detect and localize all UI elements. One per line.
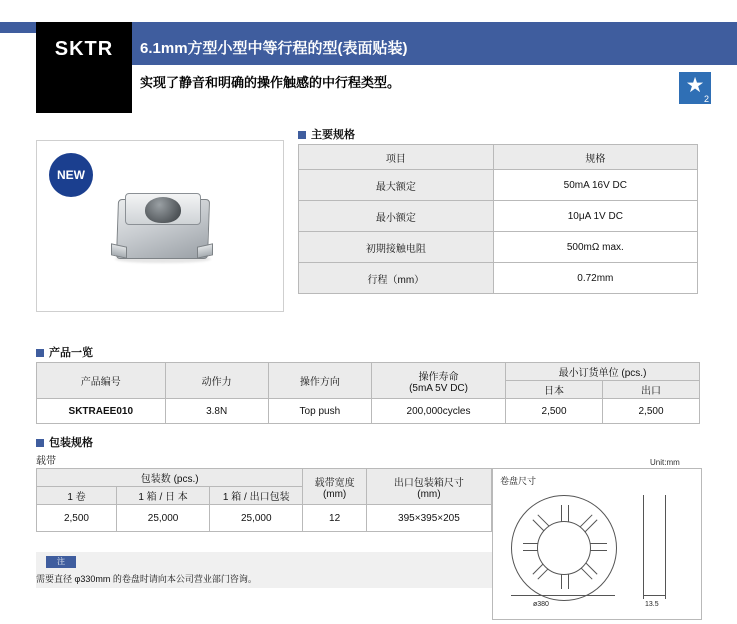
model-name: SKTR xyxy=(54,38,114,60)
reel-hub xyxy=(537,521,591,575)
cell-operating-force: 3.8N xyxy=(165,399,268,424)
reel-outer-diameter-label: ø380 xyxy=(533,601,549,608)
table-header-row xyxy=(299,145,698,170)
spec-label-contact-resistance: 初期接触电阻 xyxy=(299,232,494,263)
packing-section-label: 包装规格 xyxy=(49,437,93,449)
col-operating-life-line1: 操作寿命 xyxy=(418,371,459,383)
spec-label-travel: 行程（mm） xyxy=(299,263,494,294)
star-badge xyxy=(679,72,711,104)
col-operating-life xyxy=(371,363,505,399)
product-list-table xyxy=(36,362,700,424)
new-badge: NEW xyxy=(49,153,93,197)
col-carrier-width xyxy=(303,469,366,505)
col-moq-export: 出口 xyxy=(603,381,700,399)
col-operating-life-line2: (5mA 5V DC) xyxy=(409,382,468,394)
reel-width-dimension-line xyxy=(643,595,666,596)
star-icon: ★ xyxy=(685,74,705,97)
switch-terminal-left xyxy=(111,243,127,258)
col-carton-size-line2: (mm) xyxy=(417,488,441,500)
spec-table xyxy=(298,144,698,294)
product-section-label: 产品一览 xyxy=(49,347,93,359)
section-marker-icon xyxy=(36,349,44,357)
cell-moq-japan: 2,500 xyxy=(506,399,603,424)
packing-table xyxy=(36,468,492,532)
col-carrier-width-line2: (mm) xyxy=(322,488,347,500)
header-subtitle: 实现了静音和明确的操作触感的中行程类型。 xyxy=(140,75,401,90)
note-tag: 注 xyxy=(46,556,76,568)
carrier-tape-label: 载带 xyxy=(36,456,56,467)
col-carton-size-line1: 出口包装箱尺寸 xyxy=(393,477,464,489)
section-marker-icon xyxy=(298,131,306,139)
tactile-switch-illustration xyxy=(109,189,217,269)
reel-side-view-right-edge xyxy=(665,495,666,599)
product-photo xyxy=(36,140,284,312)
spec-section-heading xyxy=(298,126,355,142)
cell-qty-box-japan: 25,000 xyxy=(116,505,209,532)
switch-terminal-right xyxy=(197,243,213,258)
spec-value-contact-resistance: 500mΩ max. xyxy=(493,232,697,263)
col-qty-box-japan: 1 箱 / 日 本 xyxy=(116,487,209,505)
table-row xyxy=(299,201,698,232)
cell-carrier-width: 12 xyxy=(303,505,366,532)
reel-title: 卷盘尺寸 xyxy=(500,476,537,486)
cell-moq-export: 2,500 xyxy=(603,399,700,424)
spec-label-max-rating: 最大额定 xyxy=(299,170,494,201)
cell-carton-size: 395×395×205 xyxy=(366,505,491,532)
reel-dimension-line xyxy=(511,595,615,596)
col-moq-japan: 日本 xyxy=(506,381,603,399)
col-qty-box-export: 1 箱 / 出口包装 xyxy=(210,487,303,505)
section-marker-icon xyxy=(36,439,44,447)
reel-side-view-left-edge xyxy=(643,495,644,599)
table-row xyxy=(37,399,700,424)
col-carton-size xyxy=(366,469,491,505)
spec-value-min-rating: 10μA 1V DC xyxy=(493,201,697,232)
col-carrier-width-line1: 载带宽度 xyxy=(314,477,355,489)
note-text: 需要直径 φ330mm 的卷盘时请向本公司营业部门咨询。 xyxy=(36,574,257,584)
switch-plunger xyxy=(145,197,181,223)
packing-section-heading xyxy=(36,434,93,450)
table-row xyxy=(37,505,492,532)
cell-qty-box-export: 25,000 xyxy=(210,505,303,532)
col-operating-direction: 操作方向 xyxy=(268,363,371,399)
col-moq-group: 最小订货单位 (pcs.) xyxy=(506,363,700,381)
table-header-row xyxy=(37,363,700,381)
unit-label: Unit:mm xyxy=(650,458,680,467)
table-header-row xyxy=(37,469,492,487)
header-title: 6.1mm方型小型中等行程的型(表面贴装) xyxy=(140,40,408,57)
col-qty-group: 包装数 (pcs.) xyxy=(37,469,303,487)
spec-header-value: 规格 xyxy=(493,145,697,170)
col-qty-reel: 1 卷 xyxy=(37,487,117,505)
product-section-heading xyxy=(36,344,93,360)
spec-label-min-rating: 最小额定 xyxy=(299,201,494,232)
table-row xyxy=(299,232,698,263)
table-row xyxy=(299,263,698,294)
page-header xyxy=(0,0,737,113)
col-operating-force: 动作力 xyxy=(165,363,268,399)
reel-drawing-box xyxy=(492,468,702,620)
table-row xyxy=(299,170,698,201)
col-part-number: 产品编号 xyxy=(37,363,166,399)
cell-part-number: SKTRAEE010 xyxy=(37,399,166,424)
spec-value-max-rating: 50mA 16V DC xyxy=(493,170,697,201)
reel-width-label: 13.5 xyxy=(645,601,659,608)
spec-section-label: 主要规格 xyxy=(311,129,355,141)
spec-value-travel: 0.72mm xyxy=(493,263,697,294)
spec-header-item: 项目 xyxy=(299,145,494,170)
cell-qty-reel: 2,500 xyxy=(37,505,117,532)
badge-number: 2 xyxy=(703,94,709,104)
cell-operating-life: 200,000cycles xyxy=(371,399,505,424)
cell-operating-direction: Top push xyxy=(268,399,371,424)
